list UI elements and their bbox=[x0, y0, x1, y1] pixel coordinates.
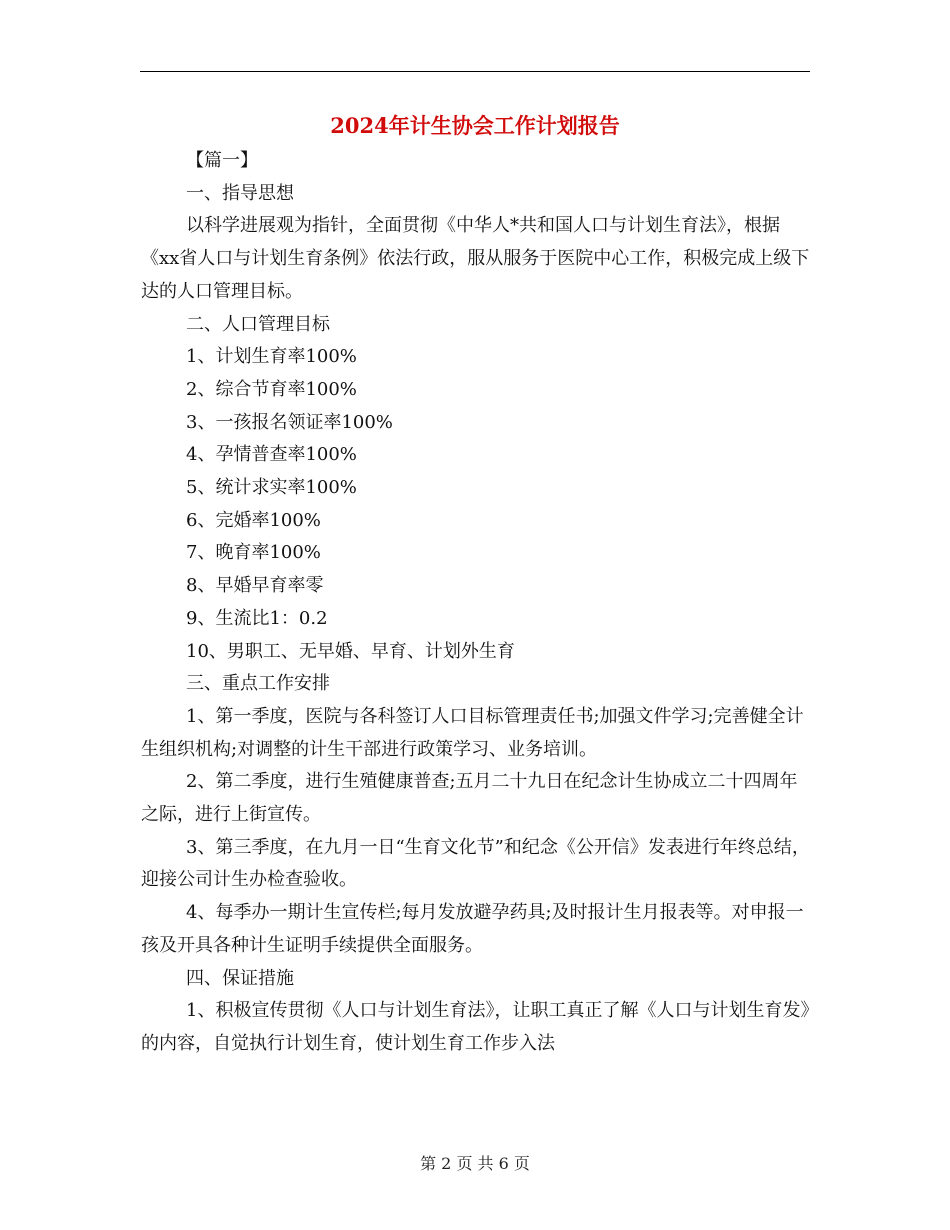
part4-heading: 四、保证措施 bbox=[186, 967, 294, 989]
target-item: 2、综合节育率100% bbox=[186, 378, 357, 400]
target-item: 4、孕情普查率100% bbox=[186, 444, 357, 466]
part3-paragraph: 1、第一季度，医院与各科签订人口目标管理责任书;加强文件学习;完善健全计生组织机构;对调整的计生干部进行政策学习、业务培训。 bbox=[141, 705, 804, 760]
part3-paragraph: 2、第二季度，进行生殖健康普查;五月二十九日在纪念计生协成立二十四周年之际，进行上街宣传。 bbox=[141, 771, 798, 826]
target-item: 5、统计求实率100% bbox=[186, 477, 357, 499]
document-title: 2024年计生协会工作计划报告 bbox=[330, 113, 620, 138]
part3-paragraph: 4、每季办一期计生宣传栏;每月发放避孕药具;及时报计生月报表等。对申报一孩及开具各种计生证明手续提供全面服务。 bbox=[141, 902, 804, 956]
page-footer: 第 2 页 共 6 页 bbox=[420, 1154, 530, 1173]
target-item: 9、生流比1：0.2 bbox=[186, 607, 328, 629]
header-rule bbox=[140, 71, 810, 72]
target-item: 3、一孩报名领证率100% bbox=[186, 411, 393, 433]
section-label: 【篇一】 bbox=[186, 150, 258, 171]
part3-heading: 三、重点工作安排 bbox=[186, 673, 330, 695]
target-item: 6、完婚率100% bbox=[186, 509, 321, 531]
part1-paragraph: 以科学进展观为指针，全面贯彻《中华人*共和国人口与计划生育法》，根据《xx省人口与计划生育条例》依法行政，服从服务于医院中心工作，积极完成上级下达的人口管理目标。 bbox=[141, 215, 810, 302]
target-item: 7、晚育率100% bbox=[186, 542, 321, 564]
target-item: 1、计划生育率100% bbox=[186, 346, 357, 368]
document-body bbox=[141, 145, 811, 1061]
part4-paragraph: 1、积极宣传贯彻《人口与计划生育法》，让职工真正了解《人口与计划生育发》的内容，自觉执行计划生育，使计划生育工作步入法 bbox=[141, 1000, 810, 1054]
target-item: 8、早婚早育率零 bbox=[186, 575, 324, 597]
part3-paragraph: 3、第三季度，在九月一日“生育文化节”和纪念《公开信》发表进行年终总结，迎接公司计生办检查验收。 bbox=[141, 836, 810, 891]
part1-heading: 一、指导思想 bbox=[186, 182, 294, 204]
target-item: 10、男职工、无早婚、早育、计划外生育 bbox=[186, 640, 515, 662]
part2-heading: 二、人口管理目标 bbox=[186, 313, 330, 335]
